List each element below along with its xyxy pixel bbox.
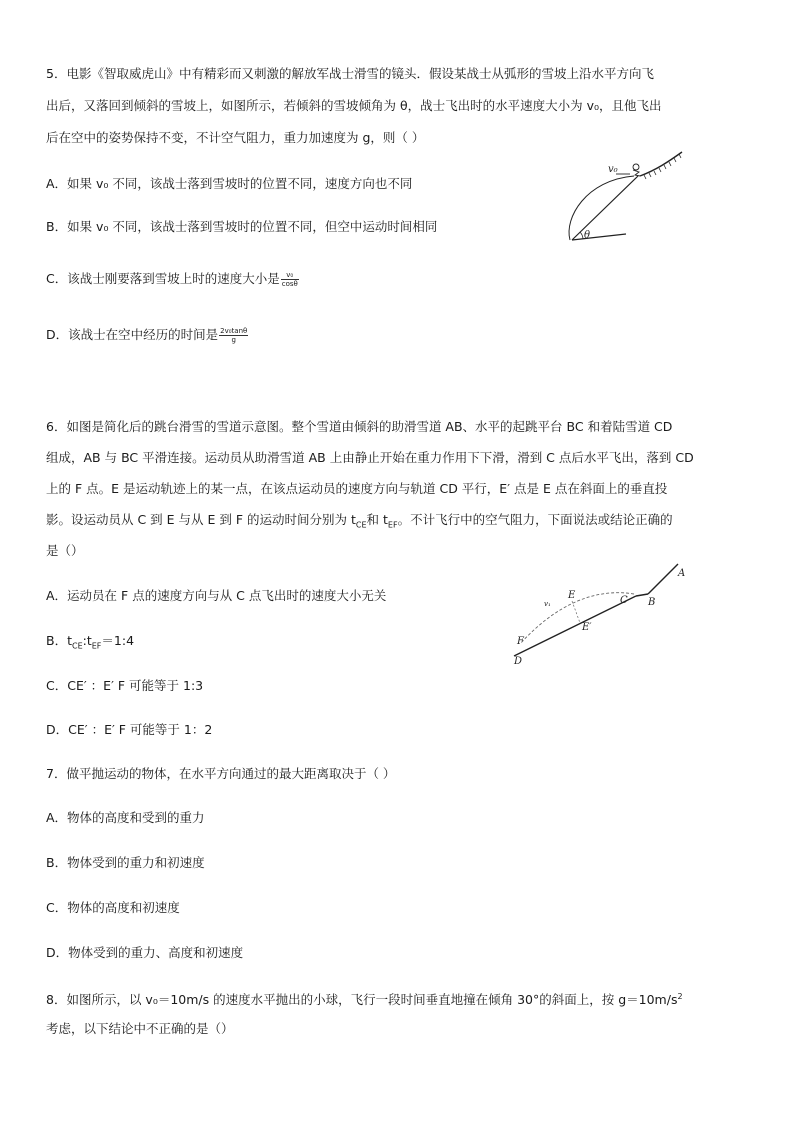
q5-fig-v0-label: v₀ (608, 164, 618, 175)
q6-fig-label-f: F (517, 636, 524, 647)
q6-fig-label-c: C (620, 595, 628, 606)
q5-option-c: C．该战士刚要落到雪坡上时的速度大小是 $\frac{\text{v₀}}{\cos\theta}$ (46, 271, 298, 288)
q5-stem-line-1: 5．电影《智取威虎山》中有精彩而又刺激的解放军战士滑雪的镜头．假设某战士从弧形的雪坡上沿水平方向飞 (46, 66, 654, 81)
q5-fig-theta-label: θ (584, 230, 591, 241)
q5-option-c-fraction: $\frac{\text{v₀}}{\cos\theta}$ (281, 271, 298, 288)
q6-option-c: C．CE′ ：E′ F 可能等于 1:3 (46, 678, 204, 693)
q5-option-b: B．如果 v₀ 不同，该战士落到雪坡时的位置不同，但空中运动时间相同 (46, 219, 438, 234)
q5-stem-line-2: 出后，又落回到倾斜的雪坡上，如图所示，若倾斜的雪坡倾角为 θ，战士飞出时的水平速度大小为 v₀，且他飞出 (46, 98, 662, 113)
q6-option-d: D．CE′ ：E′ F 可能等于 1：2 (46, 722, 213, 737)
q6-fig-label-e: E (568, 590, 576, 601)
q8-stem-line-2: 考虑，以下结论中不正确的是（） (46, 1021, 234, 1036)
q5-option-d: D．该战士在空中经历的时间是 $\frac{\text{2v₀tanθ}}{g}$ (46, 327, 248, 344)
q7-option-a: A．物体的高度和受到的重力 (46, 810, 205, 825)
q6-fig-label-d: D (514, 656, 523, 667)
q6-ski-jump-figure (508, 560, 698, 668)
q6-fig-label-a: A (678, 568, 686, 579)
q6-option-a: A．运动员在 F 点的速度方向与从 C 点飞出时的速度大小无关 (46, 588, 387, 603)
q6-stem-line-1: 6．如图是简化后的跳台滑雪的雪道示意图。整个雪道由倾斜的助滑雪道 AB、水平的起跳平台 BC 和着陆雪道 CD (46, 419, 673, 434)
q8-stem-line-1: 8．如图所示，以 v₀＝10m/s 的速度水平抛出的小球，飞行一段时间垂直地撞在倾角 30°的斜面上，按 $g=10m/s^2$ (46, 992, 683, 1008)
q7-option-c: C．物体的高度和初速度 (46, 900, 180, 915)
q6-stem-line-2: 组成，AB 与 BC 平滑连接。运动员从助滑雪道 AB 上由静止开始在重力作用下下滑，滑到 C 点后水平飞出，落到 CD (46, 450, 694, 465)
q6-option-b: B．$t_{CE}:t_{EF}=1:4$ (46, 633, 135, 651)
q6-fig-label-b: B (648, 597, 656, 608)
q6-stem-line-3: 上的 F 点。E 是运动轨迹上的某一点，在该点运动员的速度方向与轨道 CD 平行，E′ 点是 E 点在斜面上的垂直投 (46, 481, 668, 496)
q7-stem: 7．做平抛运动的物体，在水平方向通过的最大距离取决于（ ） (46, 766, 396, 781)
q7-option-b: B．物体受到的重力和初速度 (46, 855, 205, 870)
q6-fig-label-v: v₁ (544, 600, 551, 608)
q5-ski-slope-figure (556, 148, 706, 250)
q6-stem-line-5: 是（） (46, 543, 84, 558)
q6-stem-line-4: 影。设运动员从 C 到 E 与从 E 到 F 的运动时间分别为 $t_{CE}$和 $t_{EF}$。不计飞行中的空气阻力，下面说法或结论正确的 (46, 512, 673, 530)
q5-stem-line-3: 后在空中的姿势保持不变，不计空气阻力，重力加速度为 g，则（ ） (46, 130, 425, 145)
q5-option-d-fraction: $\frac{\text{2v₀tanθ}}{g}$ (220, 327, 248, 344)
q7-option-d: D．物体受到的重力、高度和初速度 (46, 945, 244, 960)
q5-option-a: A．如果 v₀ 不同，该战士落到雪坡时的位置不同，速度方向也不同 (46, 176, 413, 191)
q6-fig-label-e-prime: E′ (582, 622, 592, 633)
